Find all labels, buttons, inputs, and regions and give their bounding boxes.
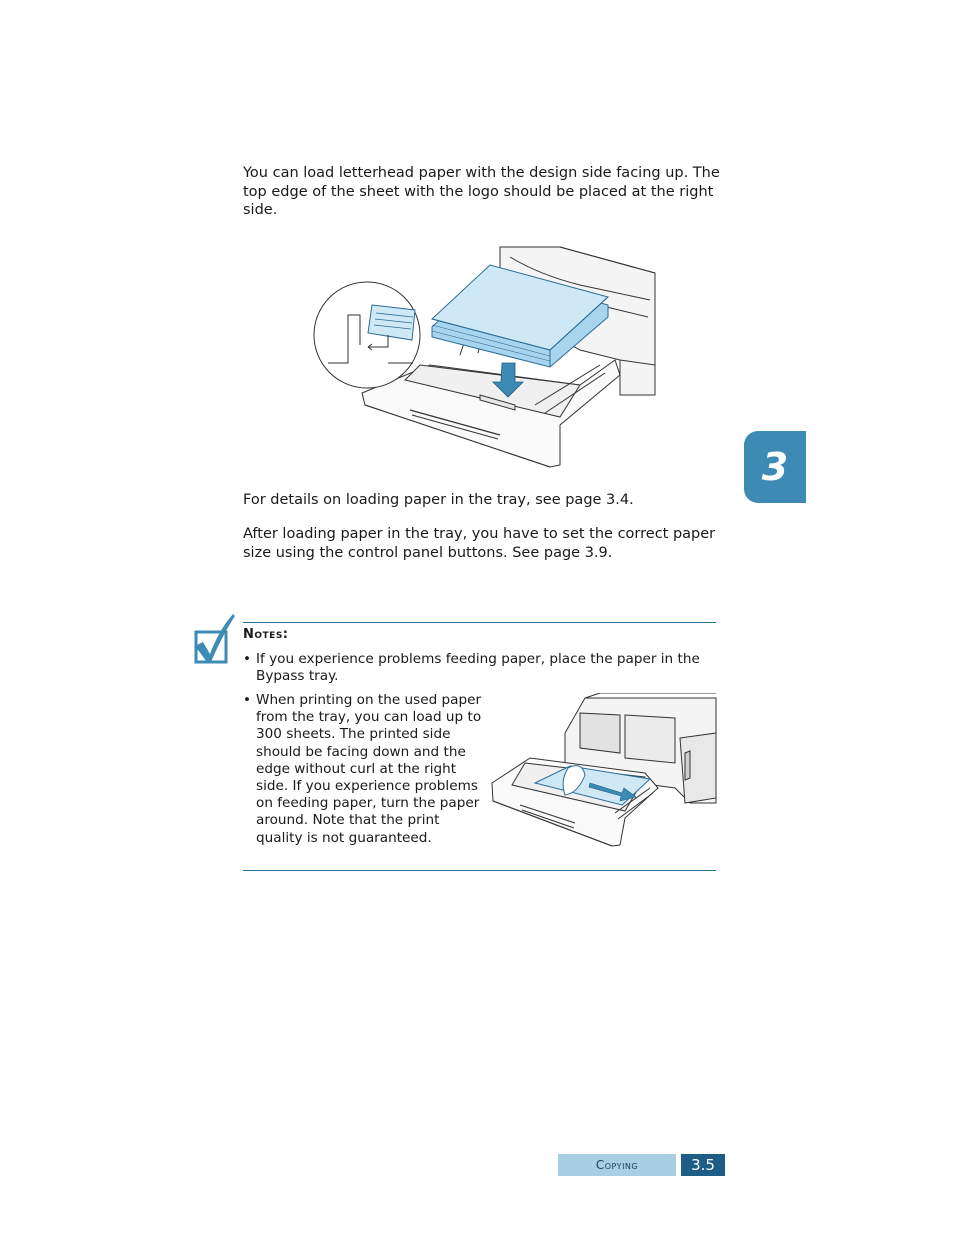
note-item <box>243 692 486 847</box>
checkmark-note-icon <box>193 612 237 666</box>
used-paper-tray-illustration <box>490 693 718 848</box>
chapter-number: 3 <box>761 445 789 489</box>
bullet: • <box>243 692 252 708</box>
notes-top-rule <box>243 622 716 623</box>
note-item <box>243 651 726 685</box>
footer-page-number: 3.5 <box>681 1154 725 1176</box>
letterhead-paragraph: You can load letterhead paper with the design side facing up. The top edge of the sheet with the logo should be placed at the right side. <box>243 165 720 218</box>
bullet: • <box>243 651 252 667</box>
note-text: When printing on the used paper from the tray, you can load up to 300 sheets. The printed side should be facing down and the edge without curl at the right side. If you experience problems on feeding paper, turn the paper around. Note that the print quality is not guaranteed. <box>256 692 482 846</box>
details-paragraph: For details on loading paper in the tray, see page 3.4. <box>243 492 634 508</box>
notes-bottom-rule <box>243 870 716 871</box>
footer-section-label: Copying <box>558 1154 676 1176</box>
tray-loading-illustration <box>310 245 660 470</box>
paper-size-paragraph: After loading paper in the tray, you have to set the correct paper size using the control panel buttons. See page 3.9. <box>243 526 716 561</box>
chapter-tab <box>744 431 806 503</box>
notes-title: Notes: <box>243 627 289 642</box>
note-text: If you experience problems feeding paper, place the paper in the Bypass tray. <box>256 651 700 685</box>
